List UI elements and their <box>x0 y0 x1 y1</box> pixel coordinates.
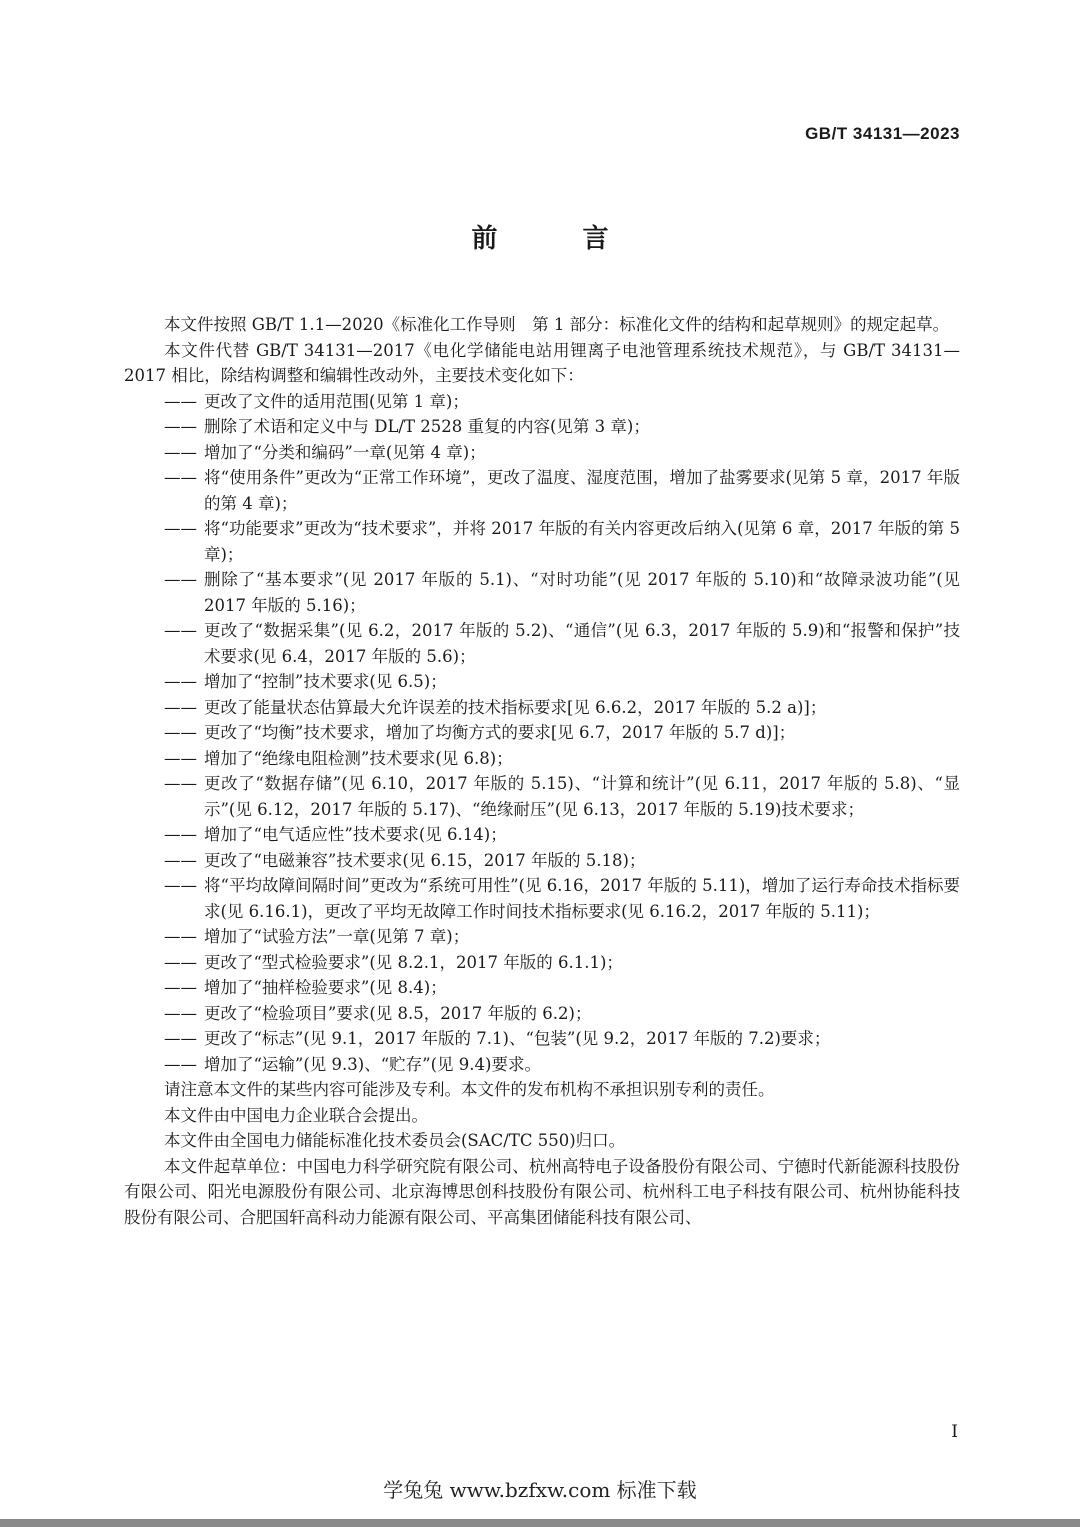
document-body <box>124 312 960 1230</box>
change-item-text: 删除了“基本要求”(见 2017 年版的 5.1)、“对时功能”(见 2017 年版的 5.10)和“故障录波功能”(见 2017 年版的 5.16)； <box>204 570 960 615</box>
change-item <box>124 975 960 1001</box>
change-item-text: 更改了“型式检验要求”(见 8.2.1，2017 年版的 6.1.1)； <box>204 952 623 972</box>
change-item-text: 将“功能要求”更改为“技术要求”，并将 2017 年版的有关内容更改后纳入(见第 6 章，2017 年版的第 5 章)； <box>204 519 960 564</box>
dash-marker: —— <box>164 723 197 742</box>
change-item-text: 增加了“电气适应性”技术要求(见 6.14)； <box>204 825 507 844</box>
change-item <box>124 950 960 976</box>
change-item-text: 更改了“电磁兼容”技术要求(见 6.15，2017 年版的 5.18)； <box>204 850 646 870</box>
change-item <box>124 414 960 440</box>
patent-notice: 请注意本文件的某些内容可能涉及专利。本文件的发布机构不承担识别专利的责任。 <box>164 1080 775 1099</box>
change-item <box>124 440 960 466</box>
change-item-text: 增加了“抽样检验要求”(见 8.4)； <box>204 978 447 997</box>
change-item-text: 更改了“数据采集”(见 6.2，2017 年版的 5.2)、“通信”(见 6.3，2017 年版的 5.9)和“报警和保护”技术要求(见 6.4，2017 年版的 5.6)； <box>204 621 960 666</box>
change-item <box>124 771 960 822</box>
page-title: 前 言 <box>471 224 647 254</box>
dash-marker: —— <box>164 952 197 972</box>
change-item <box>124 618 960 669</box>
change-item-text: 更改了能量状态估算最大允许误差的技术指标要求[见 6.6.2，2017 年版的 5.2 a)]； <box>204 697 827 717</box>
change-item-text: 删除了术语和定义中与 DL/T 2528 重复的内容(见第 3 章)； <box>204 417 650 436</box>
change-item-text: 增加了“分类和编码”一章(见第 4 章)； <box>204 442 486 462</box>
drafting-units: 本文件起草单位：中国电力科学研究院有限公司、杭州高特电子设备股份有限公司、宁德时代新能源科技股份有限公司、阳光电源股份有限公司、北京海博思创科技股份有限公司、杭州科工电子科技有限公司、杭州协能科技股份有限公司、合肥国轩高科动力能源有限公司、平高集团储能科技有限公司、 <box>124 1156 960 1227</box>
change-item <box>124 822 960 848</box>
intro-paragraph-2: 本文件代替 GB/T 34131—2017《电化学储能电站用锂离子电池管理系统技术规范》，与 GB/T 34131—2017 相比，除结构调整和编辑性改动外，主要技术变化如下： <box>124 340 960 385</box>
bottom-bar <box>0 1519 1080 1527</box>
dash-marker: —— <box>164 391 197 411</box>
change-item <box>124 567 960 618</box>
change-item <box>124 924 960 950</box>
footer-watermark: 学兔兔 www.bzfxw.com 标准下载 <box>383 1478 697 1502</box>
dash-marker: —— <box>164 672 197 691</box>
change-item <box>124 516 960 567</box>
page-number: I <box>951 1422 958 1442</box>
change-item-text: 增加了“绝缘电阻检测”技术要求(见 6.8)； <box>204 748 513 768</box>
change-item-text: 更改了“检验项目”要求(见 8.5，2017 年版的 6.2)； <box>204 1003 592 1023</box>
change-item-text: 增加了“试验方法”一章(见第 7 章)； <box>204 927 470 946</box>
dash-marker: —— <box>164 570 197 589</box>
change-item <box>124 695 960 721</box>
dash-marker: —— <box>164 748 197 768</box>
change-item-text: 更改了“标志”(见 9.1，2017 年版的 7.1)、“包装”(见 9.2，2017 年版的 7.2)要求； <box>204 1029 831 1048</box>
dash-marker: —— <box>164 468 197 487</box>
change-item-text: 将“平均故障间隔时间”更改为“系统可用性”(见 6.16，2017 年版的 5.11)，增加了运行寿命技术指标要求(见 6.16.1)，更改了平均无故障工作时间技术指标要求(见 6.16.2，2017 年版的 5.11)； <box>204 876 960 921</box>
intro-paragraph-1: 本文件按照 GB/T 1.1—2020《标准化工作导则 第 1 部分：标准化文件的结构和起草规则》的规定起草。 <box>164 315 950 334</box>
dash-marker: —— <box>164 978 197 997</box>
dash-marker: —— <box>164 1003 197 1023</box>
centralized-statement: 本文件由全国电力储能标准化技术委员会(SAC/TC 550)归口。 <box>164 1131 626 1150</box>
change-item <box>124 873 960 924</box>
change-item <box>124 389 960 415</box>
dash-marker: —— <box>164 519 197 538</box>
change-item-text: 更改了“数据存储”(见 6.10，2017 年版的 5.15)、“计算和统计”(见 6.11，2017 年版的 5.8)、“显示”(见 6.12，2017 年版的 5.17)、“绝缘耐压”(见 6.13，2017 年版的 5.19)技术要求； <box>204 774 960 819</box>
proposer-statement: 本文件由中国电力企业联合会提出。 <box>164 1105 428 1125</box>
change-item-text: 增加了“控制”技术要求(见 6.5)； <box>204 672 447 691</box>
change-item <box>124 848 960 874</box>
dash-marker: —— <box>164 927 197 946</box>
change-item-text: 将“使用条件”更改为“正常工作环境”，更改了温度、湿度范围，增加了盐雾要求(见第 5 章，2017 年版的第 4 章)； <box>204 468 960 513</box>
change-item-text: 增加了“运输”(见 9.3)、“贮存”(见 9.4)要求。 <box>204 1054 541 1074</box>
dash-marker: —— <box>164 1029 197 1048</box>
change-item <box>124 1052 960 1078</box>
change-item <box>124 1001 960 1027</box>
change-item <box>124 746 960 772</box>
dash-marker: —— <box>164 774 197 793</box>
dash-marker: —— <box>164 850 197 870</box>
dash-marker: —— <box>164 417 197 436</box>
change-item <box>124 1026 960 1052</box>
standard-number: GB/T 34131—2023 <box>805 124 960 143</box>
change-item-text: 更改了文件的适用范围(见第 1 章)； <box>204 391 469 411</box>
change-item <box>124 465 960 516</box>
change-item <box>124 669 960 695</box>
changes-list <box>124 389 960 1078</box>
change-item <box>124 720 960 746</box>
dash-marker: —— <box>164 621 197 640</box>
dash-marker: —— <box>164 876 197 895</box>
dash-marker: —— <box>164 697 197 717</box>
dash-marker: —— <box>164 825 197 844</box>
change-item-text: 更改了“均衡”技术要求，增加了均衡方式的要求[见 6.7，2017 年版的 5.7 d)]； <box>204 723 796 742</box>
dash-marker: —— <box>164 1054 197 1074</box>
dash-marker: —— <box>164 442 197 462</box>
